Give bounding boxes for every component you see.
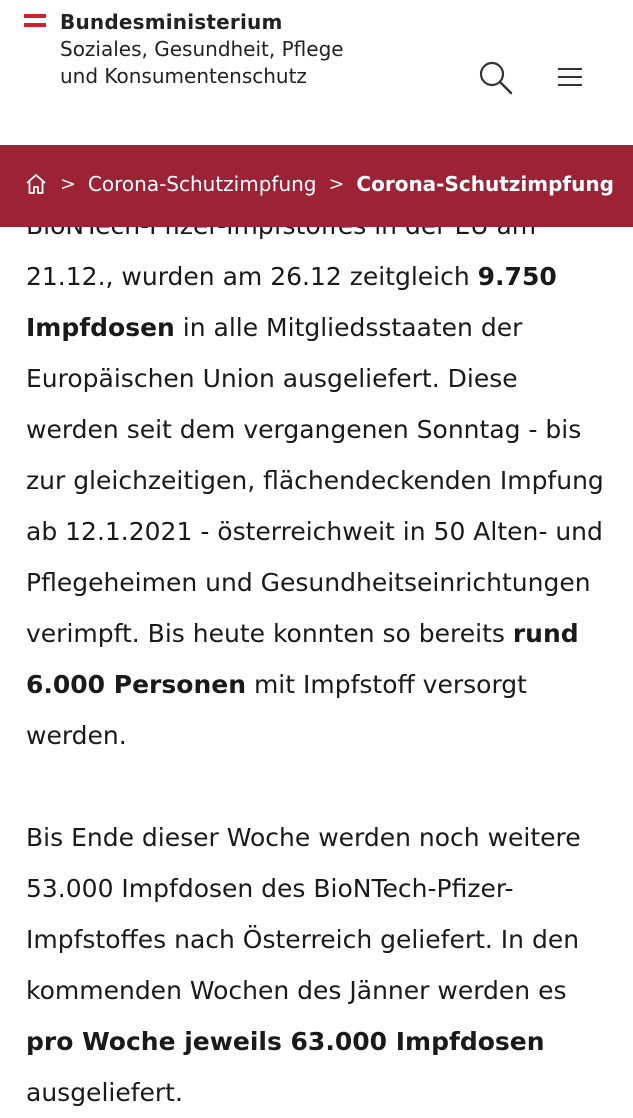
article-text: 21.12., wurden am 26.12 zeitgleich	[26, 262, 478, 291]
article-bold-text: pro Woche jeweils 63.000 Impfdosen	[26, 1027, 545, 1056]
article-text: mit Impfstoff versorgt werden.	[26, 670, 527, 750]
breadcrumb-home[interactable]	[24, 172, 48, 196]
article-paragraph	[26, 812, 616, 1118]
article-paragraph	[26, 200, 616, 761]
article-bold-text: 9.750 Impfdosen	[26, 262, 557, 342]
breadcrumb-current-page: Corona-Schutzimpfung	[356, 172, 614, 196]
hamburger-menu-icon	[553, 60, 587, 94]
ministry-logo-text[interactable]	[60, 9, 344, 90]
article-text: Bis Ende dieser Woche werden noch weitere 53.000 Impfdosen des BioNTech-Pfizer-Impfstoffes nach Österreich geliefert. In den kommenden Wochen des Jänner werden es	[26, 823, 581, 1005]
article-bold-text: rund 6.000 Personen	[26, 619, 579, 699]
article-text: in alle Mitgliedsstaaten der Europäischen Union ausgeliefert. Diese werden seit dem vergangenen Sonntag - bis zur gleichzeitigen, flächendeckenden Impfung ab 12.1.2021 - österreichweit in 50 Alten- und Pflegeheimen und Gesundheitseinrichtungen verimpft. Bis heute konnten so bereits	[26, 313, 604, 648]
breadcrumb	[24, 172, 614, 196]
article-text: ausgeliefert.	[26, 1078, 183, 1107]
article-body	[26, 200, 616, 1118]
home-icon	[24, 172, 48, 196]
search-button[interactable]	[476, 58, 516, 98]
breadcrumb-bar	[0, 145, 633, 227]
breadcrumb-separator: >	[328, 173, 345, 195]
breadcrumb-item-corona-schutzimpfung[interactable]: Corona-Schutzimpfung	[87, 172, 317, 196]
search-icon	[476, 58, 516, 98]
breadcrumb-separator: >	[60, 173, 76, 195]
austria-flag-logo	[24, 14, 46, 27]
ministry-name-line1: Bundesministerium	[60, 10, 283, 34]
site-header	[0, 0, 633, 145]
menu-button[interactable]	[553, 60, 587, 94]
ministry-name-line2: Soziales, Gesundheit, Pflege	[60, 37, 344, 61]
ministry-name-line3: und Konsumentenschutz	[60, 64, 307, 88]
